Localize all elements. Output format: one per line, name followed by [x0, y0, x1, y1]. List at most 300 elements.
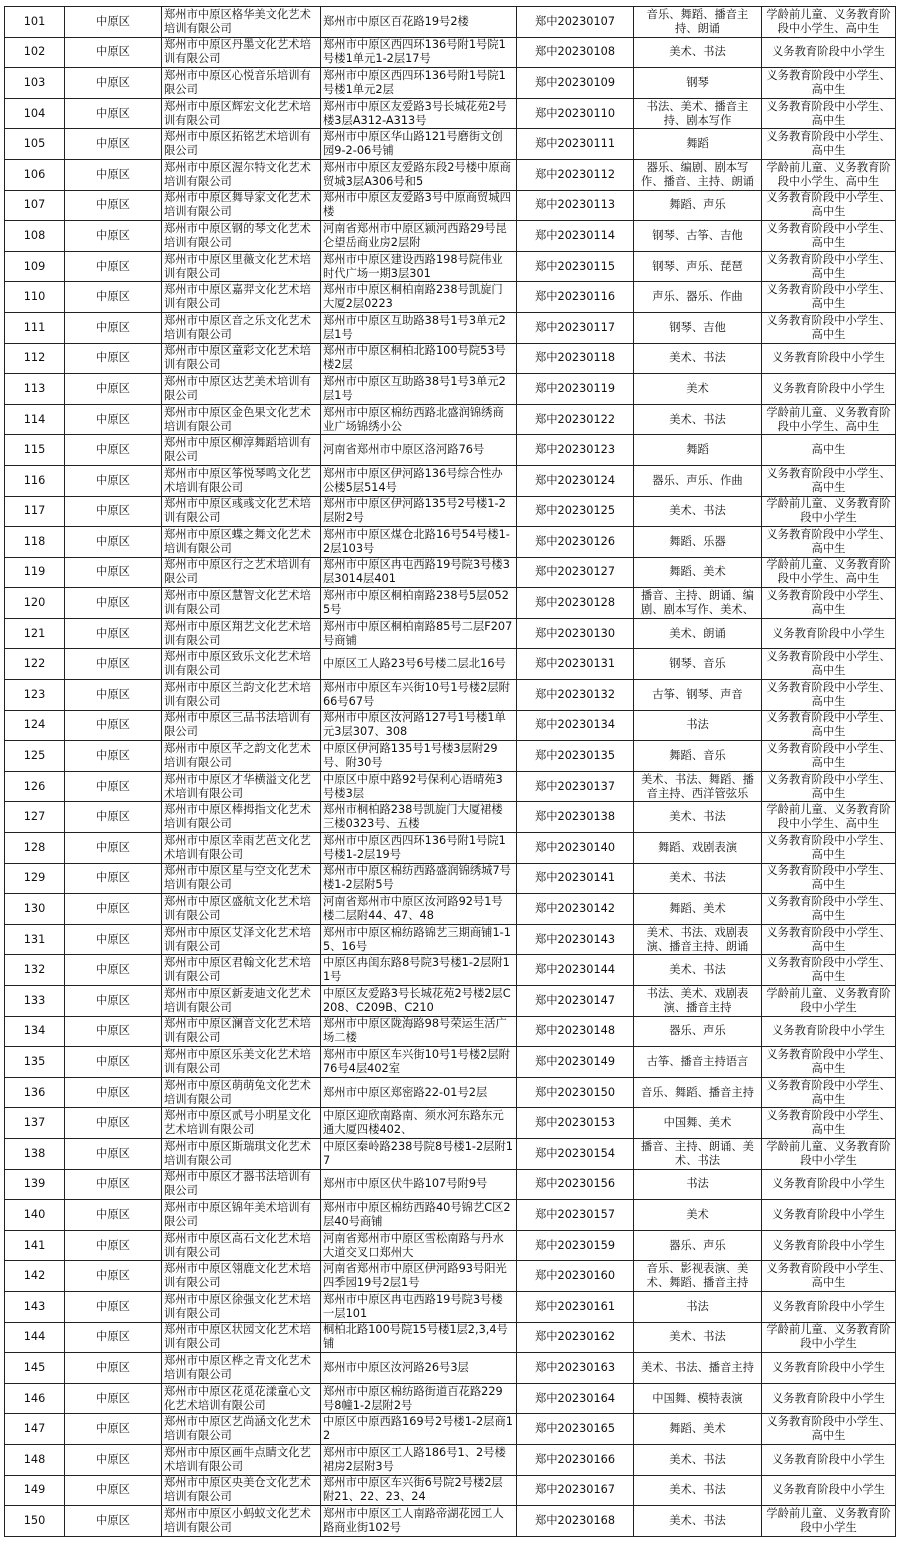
- cell-target-group: [762, 343, 896, 374]
- cell-institution-name-text: 郑州市中原区里薇文化艺术培训有限公司: [164, 252, 311, 280]
- cell-address-text: 郑州市中原区煤仓北路16号54号楼1-2层103号: [323, 527, 510, 555]
- cell-target-group: [762, 741, 896, 772]
- cell-address: [321, 7, 517, 38]
- cell-training-category: [634, 1353, 762, 1384]
- cell-institution-name: [162, 435, 321, 466]
- cell-address: [321, 1230, 517, 1261]
- cell-target-group: [762, 1414, 896, 1445]
- cell-license-no-text: 郑中20230156: [534, 1177, 616, 1191]
- cell-training-category: [634, 1016, 762, 1047]
- cell-license-no: [517, 955, 634, 986]
- cell-institution-name: [162, 1322, 321, 1353]
- cell-address: [321, 404, 517, 435]
- cell-address: [321, 251, 517, 282]
- cell-district-text: 中原区: [96, 351, 130, 365]
- cell-address-text: 郑州市中原区伊河路135号2号楼1-2层附2号: [323, 497, 506, 525]
- cell-license-no: [517, 159, 634, 190]
- cell-training-category-text: 舞蹈、美术: [669, 565, 726, 579]
- cell-number-text: 137: [23, 1116, 46, 1130]
- cell-training-category: [634, 1475, 762, 1506]
- cell-district: [65, 312, 162, 343]
- cell-address-text: 郑州市中原区西四环136号附1号院1号楼1单元1-2层17号: [323, 38, 506, 66]
- cell-target-group-text: 义务教育阶段中小学生、高中生: [766, 1415, 891, 1443]
- cell-address-text: 郑州市中原区友爱路3号长城花苑2号楼3层A312-A313号: [323, 99, 507, 127]
- cell-institution-name-text: 郑州市中原区艺尚涵文化艺术培训有限公司: [164, 1415, 311, 1443]
- cell-training-category-text: 播音、主持、朗诵、美术、书法: [641, 1139, 754, 1167]
- cell-institution-name: [162, 771, 321, 802]
- cell-address: [321, 527, 517, 558]
- cell-license-no-text: 郑中20230138: [534, 810, 616, 824]
- cell-district-text: 中原区: [96, 657, 130, 671]
- cell-target-group: [762, 1261, 896, 1292]
- table-row: [5, 98, 896, 129]
- table-row: [5, 1077, 896, 1108]
- cell-target-group-text: 义务教育阶段中小学生: [772, 1024, 885, 1038]
- cell-training-category: [634, 986, 762, 1017]
- cell-address-text: 郑州市中原区陇海路98号荣运生活广场二楼: [323, 1017, 507, 1045]
- cell-address: [321, 1016, 517, 1047]
- cell-district: [65, 741, 162, 772]
- cell-license-no: [517, 251, 634, 282]
- cell-target-group: [762, 98, 896, 129]
- cell-address: [321, 894, 517, 925]
- cell-number: [5, 710, 65, 741]
- cell-address-text: 郑州市中原区棉纺路锦艺三期商铺1-15、16号: [323, 925, 511, 953]
- cell-target-group: [762, 1353, 896, 1384]
- cell-institution-name-text: 郑州市中原区乐美文化艺术培训有限公司: [164, 1047, 311, 1075]
- cell-institution-name: [162, 680, 321, 711]
- cell-training-category: [634, 771, 762, 802]
- cell-license-no-text: 郑中20230163: [534, 1360, 616, 1374]
- cell-address: [321, 986, 517, 1017]
- table-row: [5, 771, 896, 802]
- cell-address: [321, 771, 517, 802]
- cell-training-category: [634, 1383, 762, 1414]
- cell-training-category: [634, 221, 762, 252]
- cell-target-group-text: 义务教育阶段中小学生: [772, 45, 885, 59]
- cell-number-text: 142: [23, 1269, 46, 1283]
- cell-institution-name-text: 郑州市中原区高石文化艺术培训有限公司: [164, 1231, 311, 1259]
- table-row: [5, 37, 896, 68]
- cell-license-no-text: 郑中20230123: [534, 443, 616, 457]
- cell-license-no: [517, 1444, 634, 1475]
- cell-training-category: [634, 465, 762, 496]
- cell-training-category: [634, 129, 762, 160]
- cell-training-category-text: 舞蹈: [686, 137, 709, 151]
- cell-license-no: [517, 221, 634, 252]
- cell-district-text: 中原区: [96, 626, 130, 640]
- cell-number-text: 124: [23, 718, 46, 732]
- cell-number: [5, 649, 65, 680]
- cell-address-text: 郑州市中原区汝河路127号1号楼1单元3层307、308: [323, 711, 506, 739]
- cell-target-group-text: 义务教育阶段中小学生: [772, 1452, 885, 1466]
- cell-district: [65, 1108, 162, 1139]
- cell-institution-name-text: 郑州市中原区斯瑞琪文化艺术培训有限公司: [164, 1139, 311, 1167]
- cell-target-group-text: 义务教育阶段中小学生、高中生: [766, 650, 891, 678]
- cell-license-no: [517, 98, 634, 129]
- cell-license-no-text: 郑中20230108: [534, 45, 616, 59]
- cell-address: [321, 190, 517, 221]
- cell-institution-name-text: 郑州市中原区桦之青文化艺术培训有限公司: [164, 1353, 311, 1381]
- cell-district: [65, 1291, 162, 1322]
- cell-address: [321, 1138, 517, 1169]
- cell-target-group: [762, 190, 896, 221]
- cell-target-group-text: 义务教育阶段中小学生: [772, 1360, 885, 1374]
- cell-institution-name: [162, 1077, 321, 1108]
- table-row: [5, 7, 896, 38]
- cell-license-no-text: 郑中20230109: [534, 75, 616, 89]
- cell-institution-name-text: 郑州市中原区格华美文化艺术培训有限公司: [164, 7, 311, 35]
- cell-target-group-text: 学龄前儿童、义务教育阶段中小学生、高中生: [766, 803, 891, 831]
- cell-district-text: 中原区: [96, 749, 130, 763]
- cell-training-category-text: 美术、书法: [669, 45, 726, 59]
- cell-target-group: [762, 404, 896, 435]
- cell-institution-name-text: 郑州市中原区辉宏文化艺术培训有限公司: [164, 99, 311, 127]
- cell-training-category: [634, 190, 762, 221]
- cell-district: [65, 251, 162, 282]
- table-row: [5, 1138, 896, 1169]
- cell-license-no: [517, 924, 634, 955]
- cell-number-text: 104: [23, 106, 46, 120]
- cell-target-group: [762, 1322, 896, 1353]
- cell-number-text: 134: [23, 1024, 46, 1038]
- cell-institution-name-text: 郑州市中原区渥尔特文化艺术培训有限公司: [164, 160, 311, 188]
- cell-address-text: 郑州市中原区车兴街10号1号楼2层附66号67号: [323, 680, 510, 708]
- cell-training-category: [634, 1047, 762, 1078]
- cell-institution-name-text: 郑州市中原区蝶之舞文化艺术培训有限公司: [164, 527, 311, 555]
- cell-license-no-text: 郑中20230165: [534, 1422, 616, 1436]
- table-row: [5, 374, 896, 405]
- cell-number: [5, 190, 65, 221]
- cell-license-no-text: 郑中20230149: [534, 1054, 616, 1068]
- cell-institution-name-text: 郑州市中原区花觅花漾童心文化艺术培训有限公司: [164, 1384, 311, 1412]
- cell-number-text: 131: [23, 932, 46, 946]
- cell-address-text: 郑州市中原区桐柏南路85号二层F207号商铺: [323, 619, 513, 647]
- cell-target-group: [762, 251, 896, 282]
- cell-license-no: [517, 190, 634, 221]
- cell-training-category: [634, 649, 762, 680]
- cell-training-category: [634, 496, 762, 527]
- cell-district-text: 中原区: [96, 1330, 130, 1344]
- cell-address: [321, 802, 517, 833]
- cell-address-text: 河南省郑州市中原区颍河西路29号昆仑望岳商业房2层附: [323, 221, 507, 249]
- cell-number: [5, 833, 65, 864]
- cell-target-group-text: 义务教育阶段中小学生、高中生: [766, 252, 891, 280]
- cell-address: [321, 557, 517, 588]
- cell-target-group-text: 义务教育阶段中小学生、高中生: [766, 864, 891, 892]
- cell-district-text: 中原区: [96, 381, 130, 395]
- cell-target-group: [762, 527, 896, 558]
- cell-district: [65, 1444, 162, 1475]
- cell-training-category-text: 舞蹈、美术: [669, 902, 726, 916]
- cell-number-text: 122: [23, 657, 46, 671]
- cell-address: [321, 1414, 517, 1445]
- cell-target-group-text: 义务教育阶段中小学生: [772, 1238, 885, 1252]
- cell-address-text: 郑州市中原区桐柏南路238号凯旋门大厦2层0223: [323, 283, 503, 311]
- cell-number: [5, 1322, 65, 1353]
- table-row: [5, 527, 896, 558]
- cell-institution-name-text: 郑州市中原区星与空文化艺术培训有限公司: [164, 864, 311, 892]
- cell-institution-name: [162, 894, 321, 925]
- cell-institution-name-text: 郑州市中原区幸雨艺芭文化艺术培训有限公司: [164, 833, 311, 861]
- table-row: [5, 1475, 896, 1506]
- cell-address: [321, 1291, 517, 1322]
- cell-training-category: [634, 527, 762, 558]
- cell-target-group-text: 学龄前儿童、义务教育阶段中小学生: [766, 1506, 891, 1534]
- cell-number: [5, 557, 65, 588]
- cell-number: [5, 771, 65, 802]
- cell-target-group: [762, 1108, 896, 1139]
- cell-target-group: [762, 159, 896, 190]
- cell-address-text: 中原区迎欣南路南、须水河东路东元通大厦四楼402、: [323, 1109, 504, 1137]
- cell-license-no: [517, 1169, 634, 1200]
- cell-number-text: 130: [23, 902, 46, 916]
- cell-number: [5, 680, 65, 711]
- cell-district-text: 中原区: [96, 1422, 130, 1436]
- cell-number-text: 150: [23, 1513, 46, 1527]
- table-row: [5, 863, 896, 894]
- cell-target-group: [762, 1016, 896, 1047]
- cell-district: [65, 527, 162, 558]
- cell-training-category-text: 美术、书法: [669, 1483, 726, 1497]
- cell-institution-name-text: 郑州市中原区童彩文化艺术培训有限公司: [164, 344, 311, 372]
- cell-license-no-text: 郑中20230116: [534, 290, 616, 304]
- cell-address-text: 郑州市中原区伊河路136号综合性办公楼5层514号: [323, 466, 503, 494]
- cell-training-category: [634, 1506, 762, 1537]
- cell-number: [5, 1230, 65, 1261]
- cell-license-no: [517, 1077, 634, 1108]
- cell-training-category-text: 舞蹈、戏剧表演: [657, 840, 738, 854]
- cell-district: [65, 7, 162, 38]
- cell-target-group: [762, 986, 896, 1017]
- cell-target-group-text: 学龄前儿童、义务教育阶段中小学生、高中生: [766, 405, 891, 433]
- cell-district-text: 中原区: [96, 473, 130, 487]
- cell-license-no: [517, 833, 634, 864]
- cell-district-text: 中原区: [96, 1085, 130, 1099]
- cell-target-group-text: 义务教育阶段中小学生、高中生: [766, 925, 891, 953]
- cell-institution-name: [162, 1475, 321, 1506]
- cell-address: [321, 924, 517, 955]
- cell-address: [321, 1444, 517, 1475]
- table-row: [5, 1047, 896, 1078]
- cell-institution-name: [162, 1230, 321, 1261]
- cell-number-text: 111: [23, 320, 46, 334]
- cell-number-text: 149: [23, 1483, 46, 1497]
- cell-target-group: [762, 465, 896, 496]
- cell-address-text: 郑州市中原区西四环136号附1号院1号楼1-2层19号: [323, 833, 506, 861]
- cell-district-text: 中原区: [96, 871, 130, 885]
- cell-license-no: [517, 1322, 634, 1353]
- table-row: [5, 1169, 896, 1200]
- cell-target-group: [762, 1291, 896, 1322]
- cell-district-text: 中原区: [96, 810, 130, 824]
- cell-license-no-text: 郑中20230140: [534, 840, 616, 854]
- cell-institution-name: [162, 404, 321, 435]
- cell-number-text: 148: [23, 1452, 46, 1466]
- cell-number: [5, 1077, 65, 1108]
- table-row: [5, 496, 896, 527]
- cell-institution-name: [162, 1200, 321, 1231]
- cell-training-category-text: 美术、书法、戏剧表演、播音主持、朗诵: [646, 925, 749, 953]
- cell-institution-name: [162, 465, 321, 496]
- cell-address-text: 郑州市中原区棉纺西路北盛润锦绣商业广场锦绣小公: [323, 405, 504, 433]
- cell-training-category: [634, 802, 762, 833]
- cell-license-no: [517, 37, 634, 68]
- table-row: [5, 802, 896, 833]
- cell-number-text: 101: [23, 14, 46, 28]
- cell-address: [321, 496, 517, 527]
- cell-license-no: [517, 894, 634, 925]
- cell-institution-name-text: 郑州市中原区才华横溢文化艺术培训有限公司: [164, 772, 311, 800]
- cell-number-text: 139: [23, 1177, 46, 1191]
- cell-target-group-text: 义务教育阶段中小学生、高中生: [766, 711, 891, 739]
- cell-license-no-text: 郑中20230114: [534, 228, 616, 242]
- cell-target-group: [762, 649, 896, 680]
- cell-license-no-text: 郑中20230128: [534, 596, 616, 610]
- cell-training-category-text: 钢琴、声乐、琵琶: [652, 259, 743, 273]
- cell-institution-name-text: 郑州市中原区钢的琴文化艺术培训有限公司: [164, 221, 311, 249]
- cell-institution-name-text: 郑州市中原区徐强文化艺术培训有限公司: [164, 1292, 311, 1320]
- cell-number-text: 108: [23, 228, 46, 242]
- cell-institution-name-text: 郑州市中原区舞导家文化艺术培训有限公司: [164, 191, 311, 219]
- cell-district: [65, 159, 162, 190]
- cell-training-category: [634, 1230, 762, 1261]
- cell-number: [5, 1138, 65, 1169]
- cell-target-group: [762, 924, 896, 955]
- cell-address-text: 郑州市中原区车兴街6号院2号楼2层附21、22、23、24: [323, 1476, 503, 1504]
- cell-target-group-text: 义务教育阶段中小学生、高中生: [766, 956, 891, 984]
- cell-institution-name: [162, 7, 321, 38]
- cell-target-group-text: 高中生: [811, 443, 846, 457]
- cell-number-text: 113: [23, 381, 46, 395]
- cell-district: [65, 802, 162, 833]
- cell-training-category-text: 美术、书法: [669, 1330, 726, 1344]
- cell-address-text: 河南省郑州市中原区伊河路93号阳光四季园19号2层1号: [323, 1262, 507, 1290]
- cell-training-category-text: 音乐、舞蹈、播音主持、朗诵: [646, 7, 749, 35]
- cell-institution-name-text: 郑州市中原区心悦音乐培训有限公司: [164, 68, 311, 96]
- cell-license-no-text: 郑中20230143: [534, 932, 616, 946]
- table-row: [5, 190, 896, 221]
- cell-district-text: 中原区: [96, 1299, 130, 1313]
- cell-target-group: [762, 557, 896, 588]
- cell-institution-name-text: 郑州市中原区嘉羿文化艺术培训有限公司: [164, 283, 311, 311]
- cell-license-no: [517, 1414, 634, 1445]
- cell-target-group-text: 学龄前儿童、义务教育阶段中小学生、高中生: [766, 558, 891, 586]
- cell-institution-name: [162, 221, 321, 252]
- cell-institution-name-text: 郑州市中原区君翰文化艺术培训有限公司: [164, 956, 311, 984]
- cell-license-no-text: 郑中20230154: [534, 1146, 616, 1160]
- cell-address: [321, 1353, 517, 1384]
- cell-institution-name: [162, 1414, 321, 1445]
- cell-number: [5, 129, 65, 160]
- cell-district-text: 中原区: [96, 1483, 130, 1497]
- cell-district-text: 中原区: [96, 534, 130, 548]
- cell-district-text: 中原区: [96, 932, 130, 946]
- cell-number-text: 144: [23, 1330, 46, 1344]
- cell-number-text: 115: [23, 443, 46, 457]
- cell-address-text: 郑州市中原区棉纺西路盛润锦绣城7号楼1-2层附5号: [323, 864, 511, 892]
- cell-district: [65, 221, 162, 252]
- cell-license-no: [517, 1016, 634, 1047]
- cell-address-text: 郑州市中原区冉屯西路19号院3号楼3层3014层401: [323, 558, 510, 586]
- cell-number: [5, 802, 65, 833]
- cell-license-no-text: 郑中20230118: [534, 351, 616, 365]
- table-row: [5, 1353, 896, 1384]
- cell-district: [65, 129, 162, 160]
- cell-training-category-text: 古筝、播音主持语言: [646, 1054, 749, 1068]
- cell-district-text: 中原区: [96, 443, 130, 457]
- cell-district: [65, 924, 162, 955]
- cell-number: [5, 618, 65, 649]
- institution-table: [4, 6, 896, 1537]
- cell-training-category: [634, 282, 762, 313]
- cell-district: [65, 1353, 162, 1384]
- cell-training-category: [634, 557, 762, 588]
- cell-license-no: [517, 1200, 634, 1231]
- cell-license-no: [517, 1230, 634, 1261]
- cell-training-category: [634, 833, 762, 864]
- cell-license-no: [517, 343, 634, 374]
- cell-target-group: [762, 894, 896, 925]
- cell-institution-name: [162, 710, 321, 741]
- cell-target-group: [762, 312, 896, 343]
- cell-number-text: 117: [23, 504, 46, 518]
- cell-address: [321, 955, 517, 986]
- cell-address-text: 郑州市中原区冉屯西路19号院3号楼一层101: [323, 1292, 503, 1320]
- cell-number: [5, 404, 65, 435]
- cell-target-group-text: 义务教育阶段中小学生、高中生: [766, 895, 891, 923]
- cell-address: [321, 1169, 517, 1200]
- table-row: [5, 710, 896, 741]
- cell-number: [5, 374, 65, 405]
- cell-training-category: [634, 312, 762, 343]
- cell-number-text: 103: [23, 75, 46, 89]
- cell-district-text: 中原区: [96, 687, 130, 701]
- cell-target-group-text: 义务教育阶段中小学生、高中生: [766, 99, 891, 127]
- cell-number-text: 123: [23, 687, 46, 701]
- cell-license-no: [517, 1138, 634, 1169]
- table-row: [5, 282, 896, 313]
- cell-number-text: 133: [23, 993, 46, 1007]
- cell-training-category-text: 器乐、编剧、剧本写作、播音、主持、朗诵: [641, 160, 754, 188]
- cell-district: [65, 557, 162, 588]
- cell-training-category-text: 古筝、钢琴、声音: [652, 687, 743, 701]
- cell-number: [5, 7, 65, 38]
- cell-training-category: [634, 1322, 762, 1353]
- cell-number: [5, 1383, 65, 1414]
- cell-target-group-text: 学龄前儿童、义务教育阶段中小学生: [766, 986, 891, 1014]
- cell-number: [5, 1353, 65, 1384]
- cell-license-no: [517, 1383, 634, 1414]
- cell-address: [321, 1047, 517, 1078]
- cell-address: [321, 1383, 517, 1414]
- cell-training-category-text: 钢琴: [686, 75, 709, 89]
- cell-address-text: 郑州市中原区互助路38号1号3单元2层1号: [323, 313, 506, 341]
- cell-number: [5, 986, 65, 1017]
- cell-number-text: 106: [23, 167, 46, 181]
- cell-target-group: [762, 955, 896, 986]
- cell-district-text: 中原区: [96, 45, 130, 59]
- cell-institution-name: [162, 955, 321, 986]
- cell-target-group-text: 义务教育阶段中小学生、高中生: [766, 1078, 891, 1106]
- cell-institution-name: [162, 741, 321, 772]
- cell-target-group-text: 义务教育阶段中小学生、高中生: [766, 466, 891, 494]
- cell-number: [5, 98, 65, 129]
- cell-target-group-text: 义务教育阶段中小学生: [772, 1391, 885, 1405]
- cell-license-no: [517, 771, 634, 802]
- cell-target-group-text: 义务教育阶段中小学生、高中生: [766, 221, 891, 249]
- cell-training-category: [634, 159, 762, 190]
